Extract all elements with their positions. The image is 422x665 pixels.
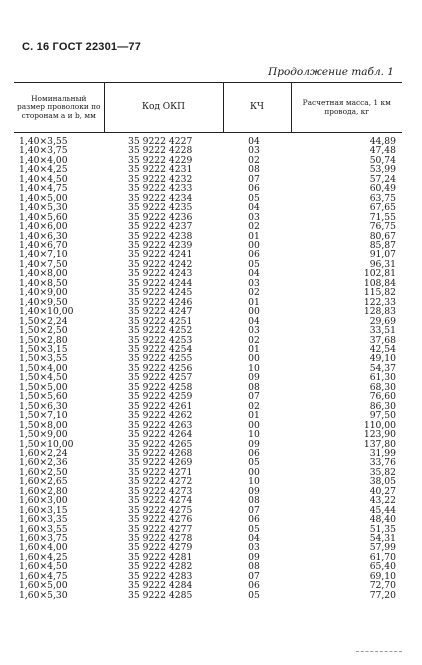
table-row [14,269,402,278]
cell-okp-code: 35 9222 4262 [128,410,193,422]
cell-okp-code: 35 9222 4274 [128,495,193,507]
cell-mass: 49,10 [369,353,396,365]
cell-kch: 03 [248,145,260,157]
table-row [14,487,402,496]
table-row [14,402,402,411]
cell-size: 1,40×6,30 [19,230,68,242]
cell-okp-code: 35 9222 4272 [128,476,193,488]
footer-rule [356,651,402,652]
page-header: С. 16 ГОСТ 22301—77 [22,41,142,53]
cell-okp-code: 35 9222 4277 [128,523,193,535]
cell-size: 1,50×2,24 [19,315,68,327]
cell-mass: 91,07 [369,249,396,261]
cell-kch: 04 [248,315,260,327]
table-row [14,279,402,288]
header-size: Номинальный размер проволоки по сторонам a и b, мм [14,83,104,133]
table-row [14,194,402,203]
cell-okp-code: 35 9222 4234 [128,192,193,204]
cell-okp-code: 35 9222 4278 [128,533,193,545]
cell-kch: 09 [248,551,260,563]
table-continuation-note: Продолжение табл. 1 [268,66,394,78]
cell-kch: 09 [248,372,260,384]
table-row [14,421,402,430]
cell-kch: 02 [248,154,260,166]
cell-okp-code: 35 9222 4282 [128,561,193,573]
cell-mass: 115,82 [363,287,396,299]
cell-okp-code: 35 9222 4265 [128,438,193,450]
cell-size: 1,60×3,55 [19,523,68,535]
cell-size: 1,60×4,25 [19,551,68,563]
header-mass: Расчетная масса, 1 км провода, кг [291,83,402,133]
table-row [14,222,402,231]
cell-size: 1,60×2,80 [19,485,68,497]
cell-kch: 03 [248,325,260,337]
cell-size: 1,60×5,00 [19,580,68,592]
cell-size: 1,50×4,00 [19,362,68,374]
cell-size: 1,50×6,30 [19,400,68,412]
table-row [14,506,402,515]
cell-size: 1,40×7,10 [19,249,68,261]
cell-okp-code: 35 9222 4241 [128,249,193,261]
cell-okp-code: 35 9222 4268 [128,447,193,459]
cell-okp-code: 35 9222 4247 [128,306,193,318]
cell-okp-code: 35 9222 4271 [128,466,193,478]
cell-size: 1,40×4,75 [19,183,68,195]
cell-mass: 31,99 [369,447,396,459]
table-row [14,146,402,155]
cell-okp-code: 35 9222 4256 [128,362,193,374]
cell-mass: 108,84 [363,277,396,289]
wire-specification-table [14,82,402,600]
table-row [14,307,402,316]
cell-kch: 10 [248,476,260,488]
cell-mass: 57,24 [369,173,396,185]
cell-mass: 61,70 [369,551,396,563]
table-row [14,411,402,420]
cell-mass: 33,76 [369,457,396,469]
cell-okp-code: 35 9222 4284 [128,580,193,592]
table-row [14,572,402,581]
cell-okp-code: 35 9222 4263 [128,419,193,431]
cell-okp-code: 35 9222 4258 [128,381,193,393]
cell-size: 1,50×4,50 [19,372,68,384]
table-row [14,364,402,373]
cell-mass: 43,22 [369,495,396,507]
cell-mass: 128,83 [363,306,396,318]
table-row [14,449,402,458]
cell-size: 1,40×4,25 [19,164,68,176]
cell-size: 1,50×3,55 [19,353,68,365]
cell-okp-code: 35 9222 4253 [128,334,193,346]
cell-mass: 67,65 [369,202,396,214]
cell-kch: 10 [248,429,260,441]
cell-okp-code: 35 9222 4264 [128,429,193,441]
cell-kch: 00 [248,306,260,318]
cell-okp-code: 35 9222 4236 [128,211,193,223]
cell-mass: 33,51 [369,325,396,337]
cell-size: 1,60×3,35 [19,514,68,526]
cell-mass: 96,31 [369,258,396,270]
table-row [14,383,402,392]
table-body [14,133,402,601]
cell-okp-code: 35 9222 4245 [128,287,193,299]
cell-kch: 04 [248,533,260,545]
cell-mass: 80,67 [369,230,396,242]
header-okp-code: Код ОКП [104,83,223,133]
cell-size: 1,60×4,75 [19,570,68,582]
cell-size: 1,60×5,30 [19,589,68,601]
cell-kch: 03 [248,211,260,223]
cell-size: 1,40×5,30 [19,202,68,214]
cell-size: 1,50×2,50 [19,325,68,337]
cell-size: 1,60×2,24 [19,447,68,459]
cell-kch: 05 [248,589,260,601]
cell-kch: 10 [248,362,260,374]
cell-okp-code: 35 9222 4231 [128,164,193,176]
cell-size: 1,40×7,50 [19,258,68,270]
cell-mass: 37,68 [369,334,396,346]
cell-kch: 01 [248,296,260,308]
cell-kch: 00 [248,419,260,431]
cell-size: 1,40×3,55 [19,136,68,147]
table-row [14,317,402,326]
cell-okp-code: 35 9222 4239 [128,239,193,251]
table-row [14,184,402,193]
cell-size: 1,60×4,00 [19,542,68,554]
table-row [14,203,402,212]
cell-mass: 38,05 [369,476,396,488]
table-row [14,213,402,222]
table-row [14,562,402,571]
cell-kch: 03 [248,542,260,554]
cell-okp-code: 35 9222 4261 [128,400,193,412]
cell-mass: 102,81 [363,268,396,280]
cell-kch: 05 [248,457,260,469]
cell-mass: 54,31 [369,533,396,545]
cell-mass: 50,74 [369,154,396,166]
cell-kch: 00 [248,353,260,365]
table-row [14,477,402,486]
cell-kch: 06 [248,514,260,526]
cell-okp-code: 35 9222 4255 [128,353,193,365]
table-row [14,326,402,335]
table-row [14,458,402,467]
cell-okp-code: 35 9222 4252 [128,325,193,337]
cell-mass: 53,99 [369,164,396,176]
cell-kch: 00 [248,239,260,251]
table-header-row [14,83,402,133]
cell-mass: 77,20 [369,589,396,601]
cell-kch: 08 [248,495,260,507]
table-row [14,553,402,562]
cell-size: 1,60×2,50 [19,466,68,478]
cell-mass: 44,89 [369,136,396,147]
cell-okp-code: 35 9222 4257 [128,372,193,384]
cell-okp-code: 35 9222 4244 [128,277,193,289]
cell-size: 1,40×9,00 [19,287,68,299]
cell-okp-code: 35 9222 4228 [128,145,193,157]
cell-kch: 02 [248,400,260,412]
cell-mass: 110,00 [363,419,396,431]
cell-size: 1,40×8,50 [19,277,68,289]
cell-kch: 05 [248,192,260,204]
cell-kch: 01 [248,410,260,422]
cell-mass: 29,69 [369,315,396,327]
cell-okp-code: 35 9222 4238 [128,230,193,242]
cell-size: 1,60×3,00 [19,495,68,507]
table-row [14,468,402,477]
cell-size: 1,50×2,80 [19,334,68,346]
cell-kch: 09 [248,438,260,450]
cell-okp-code: 35 9222 4273 [128,485,193,497]
cell-okp-code: 35 9222 4246 [128,296,193,308]
cell-size: 1,40×5,00 [19,192,68,204]
table-row [14,534,402,543]
cell-kch: 00 [248,466,260,478]
table-row [14,133,402,147]
cell-okp-code: 35 9222 4227 [128,136,193,147]
cell-size: 1,50×7,10 [19,410,68,422]
cell-mass: 60,49 [369,183,396,195]
table-row [14,288,402,297]
table-row [14,345,402,354]
cell-mass: 123,90 [363,429,396,441]
table-row [14,591,402,600]
cell-size: 1,60×2,36 [19,457,68,469]
cell-mass: 61,30 [369,372,396,384]
table-row [14,165,402,174]
table-row [14,354,402,363]
cell-kch: 06 [248,580,260,592]
cell-okp-code: 35 9222 4233 [128,183,193,195]
cell-mass: 65,40 [369,561,396,573]
cell-mass: 48,40 [369,514,396,526]
cell-size: 1,40×6,00 [19,221,68,233]
cell-kch: 02 [248,334,260,346]
cell-okp-code: 35 9222 4276 [128,514,193,526]
cell-size: 1,40×4,50 [19,173,68,185]
cell-mass: 76,60 [369,391,396,403]
table-row [14,232,402,241]
cell-kch: 04 [248,136,260,147]
cell-size: 1,40×9,50 [19,296,68,308]
cell-okp-code: 35 9222 4269 [128,457,193,469]
cell-size: 1,60×3,75 [19,533,68,545]
cell-kch: 06 [248,447,260,459]
cell-okp-code: 35 9222 4242 [128,258,193,270]
cell-mass: 71,55 [369,211,396,223]
cell-mass: 45,44 [369,504,396,516]
cell-kch: 04 [248,268,260,280]
cell-kch: 01 [248,230,260,242]
cell-kch: 09 [248,485,260,497]
cell-size: 1,50×3,15 [19,343,68,355]
table-row [14,241,402,250]
cell-kch: 07 [248,173,260,185]
table-row [14,250,402,259]
cell-mass: 35,82 [369,466,396,478]
table-row [14,581,402,590]
cell-okp-code: 35 9222 4254 [128,343,193,355]
table-row [14,373,402,382]
cell-okp-code: 35 9222 4229 [128,154,193,166]
cell-size: 1,60×4,50 [19,561,68,573]
cell-okp-code: 35 9222 4283 [128,570,193,582]
cell-size: 1,40×6,70 [19,239,68,251]
cell-okp-code: 35 9222 4275 [128,504,193,516]
table-row [14,515,402,524]
table-row [14,175,402,184]
cell-kch: 02 [248,287,260,299]
table-row [14,525,402,534]
cell-mass: 57,99 [369,542,396,554]
cell-mass: 86,30 [369,400,396,412]
cell-mass: 137,80 [363,438,396,450]
cell-size: 1,50×5,00 [19,381,68,393]
cell-size: 1,50×9,00 [19,429,68,441]
cell-kch: 03 [248,277,260,289]
cell-kch: 06 [248,249,260,261]
cell-mass: 68,30 [369,381,396,393]
header-kch: КЧ [223,83,291,133]
cell-mass: 42,54 [369,343,396,355]
cell-size: 1,50×10,00 [19,438,74,450]
cell-mass: 47,48 [369,145,396,157]
cell-kch: 07 [248,391,260,403]
table-row [14,543,402,552]
cell-size: 1,60×3,15 [19,504,68,516]
cell-kch: 08 [248,164,260,176]
cell-okp-code: 35 9222 4232 [128,173,193,185]
cell-size: 1,40×10,00 [19,306,74,318]
table-row [14,336,402,345]
cell-okp-code: 35 9222 4279 [128,542,193,554]
cell-size: 1,50×8,00 [19,419,68,431]
cell-okp-code: 35 9222 4237 [128,221,193,233]
cell-kch: 07 [248,570,260,582]
cell-kch: 05 [248,523,260,535]
cell-size: 1,40×3,75 [19,145,68,157]
cell-mass: 72,70 [369,580,396,592]
table-row [14,496,402,505]
cell-size: 1,40×5,60 [19,211,68,223]
cell-mass: 122,33 [363,296,396,308]
cell-mass: 76,75 [369,221,396,233]
table-row [14,156,402,165]
cell-okp-code: 35 9222 4251 [128,315,193,327]
cell-okp-code: 35 9222 4285 [128,589,193,601]
cell-kch: 05 [248,258,260,270]
cell-kch: 07 [248,504,260,516]
cell-okp-code: 35 9222 4259 [128,391,193,403]
cell-kch: 02 [248,221,260,233]
table-row [14,440,402,449]
cell-okp-code: 35 9222 4281 [128,551,193,563]
cell-mass: 63,75 [369,192,396,204]
cell-size: 1,50×5,60 [19,391,68,403]
cell-mass: 54,37 [369,362,396,374]
cell-okp-code: 35 9222 4235 [128,202,193,214]
cell-mass: 51,35 [369,523,396,535]
cell-mass: 85,87 [369,239,396,251]
cell-okp-code: 35 9222 4243 [128,268,193,280]
cell-kch: 08 [248,381,260,393]
cell-mass: 40,27 [369,485,396,497]
table-row [14,260,402,269]
table-row [14,392,402,401]
cell-kch: 04 [248,202,260,214]
cell-kch: 08 [248,561,260,573]
cell-kch: 06 [248,183,260,195]
cell-mass: 69,10 [369,570,396,582]
cell-mass: 97,50 [369,410,396,422]
data-table [14,82,402,600]
cell-size: 1,40×4,00 [19,154,68,166]
cell-size: 1,40×8,00 [19,268,68,280]
cell-size: 1,60×2,65 [19,476,68,488]
cell-kch: 01 [248,343,260,355]
